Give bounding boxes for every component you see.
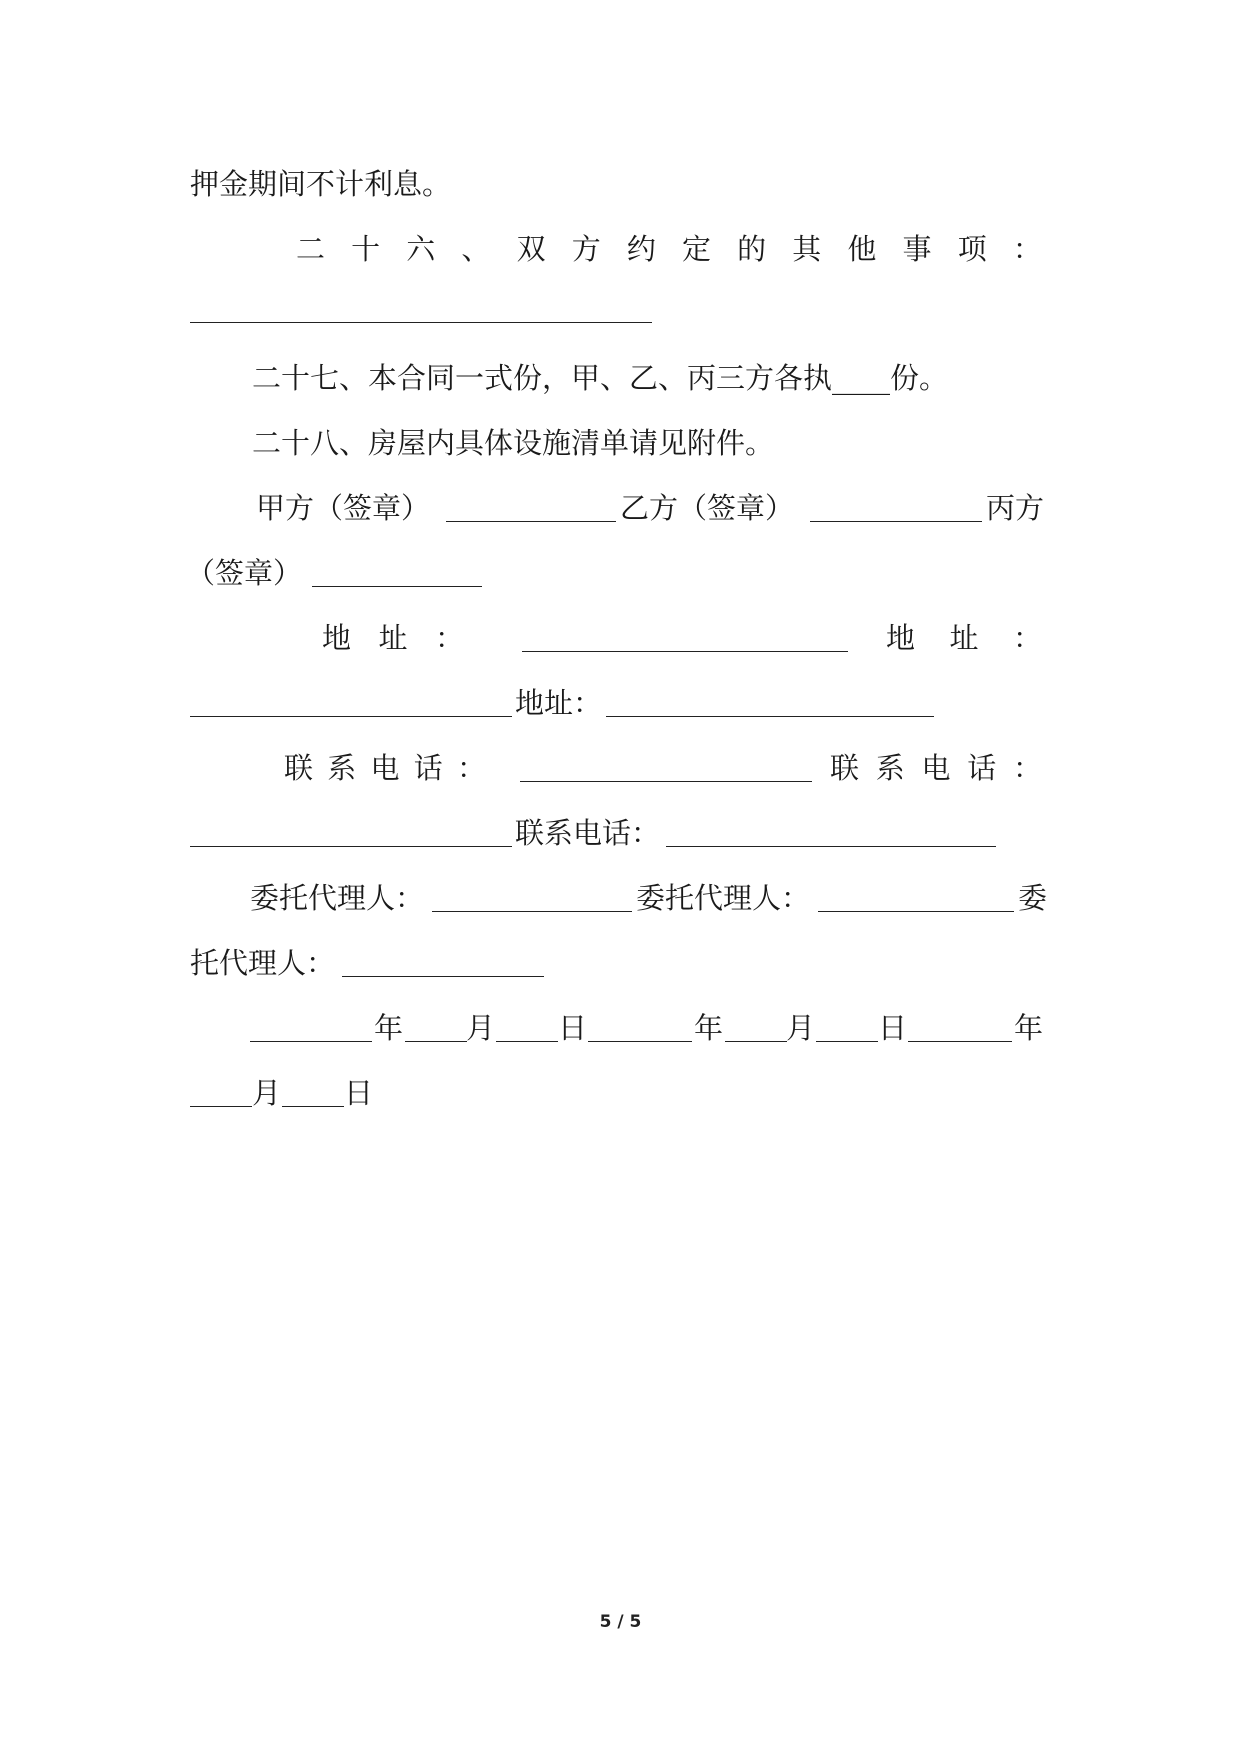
blank-year-b [588,1041,692,1042]
year-label-a: 年 [374,1011,404,1045]
char: 方 [571,232,601,266]
char: ： [1012,751,1042,785]
blank-month-b [725,1041,787,1042]
char: 事 [902,232,932,266]
blank-address-c [606,716,934,717]
char: ： [456,751,486,785]
char: ： [1012,621,1042,655]
phone-label-a [284,748,486,788]
month-label-a: 月 [466,1011,496,1045]
address-label-c: 地址： [515,686,603,720]
month-label-b: 月 [786,1011,816,1045]
char: 其 [792,232,822,266]
address-label-b [886,618,1042,658]
blank-day-b [816,1041,878,1042]
char: 话 [413,751,443,785]
blank-agent-b [818,911,1014,912]
blank-agent-c [342,976,544,977]
day-label-a: 日 [558,1011,588,1045]
blank-agent-a [432,911,632,912]
page-number: 5 / 5 [599,1612,642,1632]
phone-label-c: 联系电话： [515,816,661,850]
char: 他 [847,232,877,266]
day-label-c: 日 [344,1076,374,1110]
char: 约 [626,232,656,266]
agent-label-a: 委托代理人： [250,881,425,915]
party-a-seal-label: 甲方（签章） [256,491,431,525]
char: ： [434,621,464,655]
blank-day-c [282,1106,344,1107]
blank-phone-a [520,781,812,782]
blank-party-b-seal [810,521,982,522]
article-28: 二十八、房屋内具体设施清单请见附件。 [252,426,775,460]
month-label-c: 月 [252,1076,282,1110]
blank-month-c [190,1106,252,1107]
year-label-b: 年 [694,1011,724,1045]
agent-label-b: 委托代理人： [636,881,811,915]
blank-phone-c [666,846,996,847]
blank-party-a-seal [446,521,616,522]
blank-address-a [522,651,848,652]
blank-year-c [908,1041,1012,1042]
blank-month-a [405,1041,467,1042]
blank-year-a [250,1041,372,1042]
party-c-seal-label: （签章） [186,556,303,590]
address-label-a [322,618,464,658]
char: 联 [284,751,314,785]
blank-party-c-seal [312,586,482,587]
char: 系 [875,751,905,785]
char: 、 [461,232,491,266]
blank-phone-b [190,846,512,847]
char: 项 [957,232,987,266]
char: 二 [296,232,326,266]
char: 系 [327,751,357,785]
char: 电 [370,751,400,785]
char: 定 [681,232,711,266]
party-c-label: 丙方 [986,491,1045,525]
year-label-c: 年 [1014,1011,1044,1045]
char: ： [1012,232,1042,266]
text-line-deposit-interest: 押金期间不计利息。 [190,167,452,201]
char: 地 [322,621,352,655]
char: 话 [967,751,997,785]
agent-label-c-start: 委 [1018,881,1048,915]
blank-day-a [496,1041,558,1042]
article-26-heading [296,229,1042,269]
char: 电 [921,751,951,785]
char: 的 [737,232,767,266]
char: 址 [378,621,408,655]
char: 地 [886,621,916,655]
party-b-seal-label: 乙方（签章） [620,491,795,525]
char: 六 [406,232,436,266]
article-27: 二十七、本合同一式份，甲、乙、丙三方各执____份。 [252,361,949,395]
phone-label-b [830,748,1042,788]
char: 址 [949,621,979,655]
char: 联 [830,751,860,785]
char: 十 [351,232,381,266]
day-label-b: 日 [878,1011,908,1045]
blank-address-b [190,716,512,717]
agent-label-c-end: 托代理人： [190,946,336,980]
char: 双 [516,232,546,266]
blank-line-other-matters [190,322,652,323]
